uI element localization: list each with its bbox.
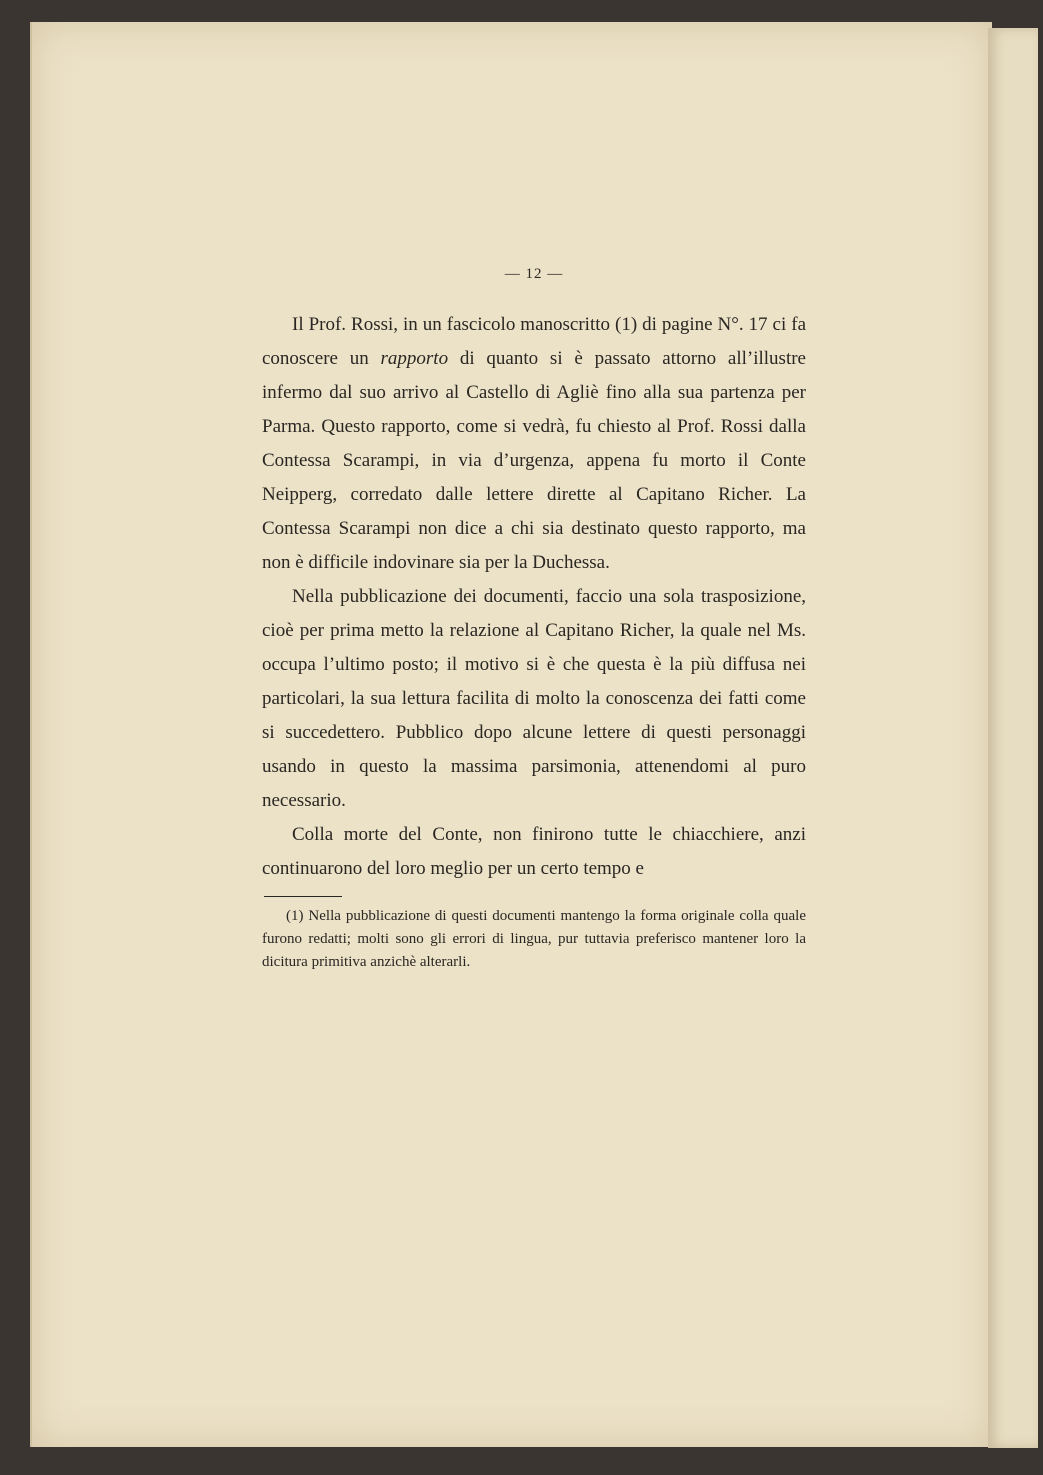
- paragraph-1: [262, 308, 806, 580]
- footnote-rule: [264, 896, 342, 897]
- page-number: — 12 —: [504, 266, 564, 282]
- paragraph-2: Nella pubblicazione dei documenti, faccio una sola trasposizione, cioè per prima metto la relazione al Capitano Richer, la quale nel Ms. occupa l’ultimo posto; il motivo si è che questa è la più diffusa nei particolari, la sua lettura facilita di molto la conoscenza dei fatti come si succedettero. Pubblico dopo alcune lettere di questi personaggi usando in questo la massima parsimonia, attenendomi al puro necessario.: [262, 586, 806, 811]
- footnote: (1) Nella pubblicazione di questi documenti mantengo la forma originale colla quale furono redatti; molti sono gli errori di lingua, pur tuttavia preferisco mantener loro la dicitura primitiva anzichè alterarli.: [262, 908, 806, 970]
- right-page-edge: [988, 28, 1038, 1448]
- paragraph-1-start: Il Prof. Rossi, in un fascicolo manoscritto (1) di pagine N°. 17 ci fa conoscere un: [262, 314, 806, 369]
- body-text: [262, 308, 806, 974]
- paragraph-3: Colla morte del Conte, non finirono tutte le chiacchiere, anzi continuarono del loro meglio per un certo tempo e: [262, 824, 806, 879]
- paragraph-1-end: di quanto si è passato attorno all’illustre infermo dal suo arrivo al Castello di Agliè fino alla sua partenza per Parma. Questo rapporto, come si vedrà, fu chiesto al Prof. Rossi dalla Contessa Scarampi, in via d’urgenza, appena fu morto il Conte Neipperg, corredato dalle lettere dirette al Capitano Richer. La Contessa Scarampi non dice a chi sia destinato questo rapporto, ma non è difficile indovinare sia per la Duchessa.: [262, 348, 806, 573]
- italic-word: rapporto: [380, 348, 449, 369]
